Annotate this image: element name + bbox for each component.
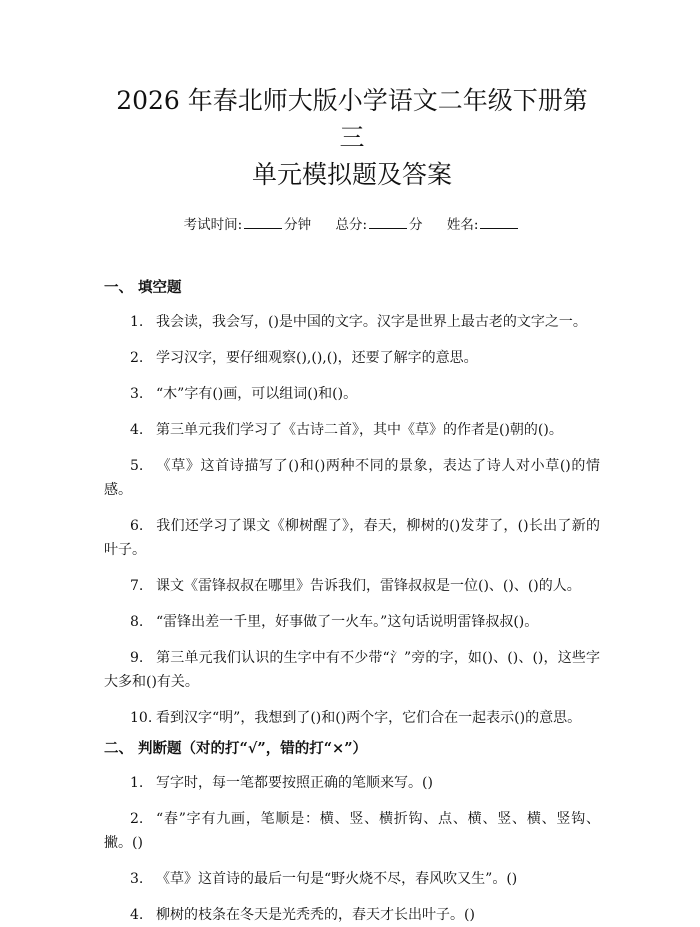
question-text: 我们还学习了课文《柳树醒了》，春天，柳树的()发芽了，()长出了新的叶子。: [104, 518, 600, 558]
question-text: 《草》这首诗的最后一句是“野火烧不尽，春风吹又生”。(): [156, 871, 518, 887]
question-number: 6.: [130, 518, 144, 534]
question-text: 第三单元我们认识的生字中有不少带“氵”旁的字，如()、()、()，这些字大多和()有关。: [104, 650, 600, 690]
question-item: [104, 903, 600, 927]
question-number: 9.: [130, 650, 144, 666]
question-text: 《草》这首诗描写了()和()两种不同的景象，表达了诗人对小草()的情感。: [104, 458, 600, 498]
time-blank[interactable]: [244, 215, 282, 229]
question-item: [104, 454, 600, 502]
question-item: [104, 646, 600, 694]
section-true-false: [104, 738, 600, 927]
question-number: 5.: [130, 458, 144, 474]
question-number: 1.: [130, 775, 144, 791]
question-text: 我会读，我会写，()是中国的文字。汉字是世界上最古老的文字之一。: [156, 314, 587, 330]
section-heading: [104, 277, 600, 298]
question-text: 第三单元我们学习了《古诗二首》，其中《草》的作者是()朝的()。: [156, 422, 563, 438]
question-item: [104, 310, 600, 334]
question-item: [104, 514, 600, 562]
section-title: 填空题: [138, 279, 182, 296]
exam-title: [104, 0, 600, 193]
score-field: [335, 215, 422, 235]
question-item: [104, 771, 600, 795]
question-number: 3.: [130, 386, 144, 402]
question-text: “雷锋出差一千里，好事做了一火车。”这句话说明雷锋叔叔()。: [156, 614, 539, 630]
question-text: “春”字有九画，笔顺是：横、竖、横折钩、点、横、竖、横、竖钩、撇。(): [104, 811, 600, 851]
question-number: 8.: [130, 614, 144, 630]
question-number: 10.: [130, 710, 153, 726]
title-line-2: 单元模拟题及答案: [251, 160, 452, 189]
name-label: 姓名:: [446, 217, 479, 233]
question-text: 看到汉字“明”，我想到了()和()两个字，它们合在一起表示()的意思。: [156, 710, 582, 726]
question-list: [104, 771, 600, 927]
question-number: 1.: [130, 314, 144, 330]
question-text: 学习汉字，要仔细观察(),(),()，还要了解字的意思。: [156, 350, 478, 366]
question-number: 2.: [130, 350, 144, 366]
question-item: [104, 382, 600, 406]
score-unit: 分: [409, 217, 423, 233]
score-blank[interactable]: [369, 215, 407, 229]
title-line-1: 2026 年春北师大版小学语文二年级下册第三: [116, 86, 588, 152]
question-item: [104, 867, 600, 891]
section-fill-in: [104, 277, 600, 730]
question-text: “木”字有()画，可以组词()和()。: [156, 386, 358, 402]
question-number: 3.: [130, 871, 144, 887]
section-number: 二、: [104, 740, 133, 757]
exam-meta: [104, 215, 600, 235]
question-item: [104, 610, 600, 634]
time-unit: 分钟: [284, 217, 312, 233]
name-field: [447, 215, 521, 235]
question-item: [104, 706, 600, 730]
question-number: 4.: [130, 422, 144, 438]
question-number: 2.: [130, 811, 144, 827]
time-label: 考试时间:: [183, 217, 243, 233]
section-heading: [104, 738, 600, 759]
section-number: 一、: [104, 279, 133, 296]
question-item: [104, 346, 600, 370]
name-blank[interactable]: [480, 215, 518, 229]
section-title: 判断题（对的打“√”，错的打“×”）: [138, 740, 368, 757]
question-text: 写字时，每一笔都要按照正确的笔顺来写。(): [156, 775, 433, 791]
question-number: 7.: [130, 578, 144, 594]
question-item: [104, 807, 600, 855]
question-number: 4.: [130, 907, 144, 923]
question-item: [104, 418, 600, 442]
question-item: [104, 574, 600, 598]
question-list: [104, 310, 600, 730]
time-field: [184, 215, 312, 235]
question-text: 柳树的枝条在冬天是光秃秃的，春天才长出叶子。(): [156, 907, 475, 923]
question-text: 课文《雷锋叔叔在哪里》告诉我们，雷锋叔叔是一位()、()、()的人。: [156, 578, 581, 594]
score-label: 总分:: [335, 217, 368, 233]
